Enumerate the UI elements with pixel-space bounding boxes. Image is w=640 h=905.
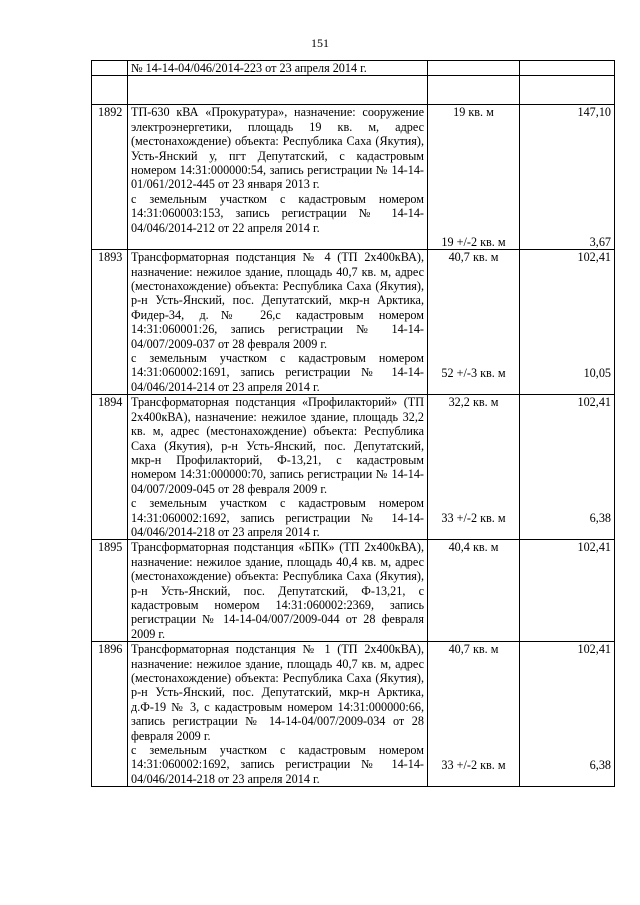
land-area: 33 +/-2 кв. м	[441, 757, 506, 772]
land-text: с земельным участком с кадастровым номером 14:31:060003:153, запись регистрации № 14-14-04/046/2014-212 от 22 апреля 2014 г.	[131, 191, 424, 235]
object-text: Трансформаторная подстанция № 4 (ТП 2х400кВА), назначение: нежилое здание, площадь 40,7 кв. м, адрес (местонахождение) объекта: Республика Саха (Якутия), р-н Усть-Янский, пос. Депутатский, мкр-н Арктика, Фидер-34, д.№ 26,с кадастровым номером 14:31:060001:26, запись регистрации № 14-14-04/007/2009-037 от 28 февраля 2009 г.	[131, 250, 424, 351]
row-value	[520, 61, 615, 76]
spacer-cell	[428, 76, 520, 105]
object-area: 40,4 кв. м	[448, 540, 499, 555]
table-row-1892	[92, 105, 615, 250]
object-value: 102,41	[577, 642, 611, 657]
row-value	[520, 395, 615, 540]
object-text: ТП-630 кВА «Прокуратура», назначение: сооружение электроэнергетики, площадь 19 кв. м, адрес (местонахождение) объекта: Республика Саха (Якутия), Усть-Янский у, пгт Депутатский, с кадастровым номером 14:31:000000:54, запись регистрации № 14-14-01/061/2012-445 от 23 января 2013 г.	[131, 105, 424, 192]
row-area	[428, 105, 520, 250]
row-number: 1896	[92, 642, 128, 787]
object-text: Трансформаторная подстанция № 1 (ТП 2х400кВА), назначение: нежилое здание, площадь 40,7 кв. м, адрес (местонахождение) объекта: Республика Саха (Якутия), р-н Усть-Янский, пос. Депутатский, мкр-н Арктика, д.Ф-19 № 3, с кадастровым номером 14:31:000000:66, запись регистрации № 14-14-04/007/2009-034 от 28 февраля 2009 г.	[131, 642, 424, 743]
object-area: 32,2 кв. м	[448, 395, 499, 410]
land-area: 52 +/-3 кв. м	[441, 365, 506, 380]
table-row-1895	[92, 540, 615, 642]
row-area	[428, 395, 520, 540]
row-description: № 14-14-04/046/2014-223 от 23 апреля 2014 г.	[128, 61, 428, 76]
table-body	[92, 61, 615, 787]
row-description	[128, 105, 428, 250]
land-area: 19 +/-2 кв. м	[441, 234, 506, 249]
row-area	[428, 61, 520, 76]
row-number: 1893	[92, 250, 128, 395]
object-area: 19 кв. м	[453, 105, 494, 120]
spacer-cell	[520, 76, 615, 105]
object-value: 102,41	[577, 540, 611, 555]
land-value: 6,38	[589, 757, 611, 772]
row-value	[520, 540, 615, 642]
object-area: 40,7 кв. м	[448, 642, 499, 657]
row-description	[128, 540, 428, 642]
property-table	[91, 60, 615, 787]
object-value: 147,10	[577, 105, 611, 120]
land-area: 33 +/-2 кв. м	[441, 510, 506, 525]
row-number: 1895	[92, 540, 128, 642]
row-area	[428, 642, 520, 787]
table-row-continuation	[92, 61, 615, 76]
row-area	[428, 250, 520, 395]
land-text: с земельным участком с кадастровым номером 14:31:060002:1692, запись регистрации № 14-14-04/046/2014-218 от 23 апреля 2014 г.	[131, 743, 424, 786]
row-description	[128, 395, 428, 540]
table-row-spacer	[92, 76, 615, 105]
object-value: 102,41	[577, 250, 611, 265]
land-value: 10,05	[583, 365, 611, 380]
object-value: 102,41	[577, 395, 611, 410]
spacer-cell	[92, 76, 128, 105]
row-area	[428, 540, 520, 642]
land-text: с земельным участком с кадастровым номером 14:31:060002:1691, запись регистрации № 14-14-04/046/2014-214 от 23 апреля 2014 г.	[131, 351, 424, 394]
spacer-cell	[128, 76, 428, 105]
row-value	[520, 642, 615, 787]
table-row-1893	[92, 250, 615, 395]
row-number: 1894	[92, 395, 128, 540]
table-row-1894	[92, 395, 615, 540]
row-description	[128, 642, 428, 787]
table-row-1896	[92, 642, 615, 787]
land-value: 6,38	[589, 510, 611, 525]
object-area: 40,7 кв. м	[448, 250, 499, 265]
land-value: 3,67	[589, 234, 611, 249]
row-value	[520, 105, 615, 250]
row-description	[128, 250, 428, 395]
row-number: 1892	[92, 105, 128, 250]
page-number: 151	[311, 36, 329, 50]
object-text: Трансформаторная подстанция «Профилакторий» (ТП 2х400кВА), назначение: нежилое здание, площадь 32,2 кв. м, адрес (местонахождение) объекта: Республика Саха (Якутия), р-н Усть-Янский, пос. Депутатский, мкр-н Профилакторий, Ф-13,21, с кадастровым номером 14:31:000000:70, запись регистрации № 14-14-04/007/2009-045 от 28 февраля 2009 г.	[131, 395, 424, 496]
object-text: Трансформаторная подстанция «БПК» (ТП 2х400кВА), назначение: нежилое здание, площадь 40,4 кв. м, адрес (местонахождение) объекта: Республика Саха (Якутия), р-н Усть-Янский, пос. Депутатский, Ф-13,21, с кадастровым номером 14:31:060002:2369, запись регистрации № 14-14-04/007/2009-044 от 28 февраля 2009 г.	[131, 540, 424, 641]
row-number	[92, 61, 128, 76]
land-text: с земельным участком с кадастровым номером 14:31:060002:1692, запись регистрации № 14-14-04/046/2014-218 от 23 апреля 2014 г.	[131, 496, 424, 539]
row-value	[520, 250, 615, 395]
